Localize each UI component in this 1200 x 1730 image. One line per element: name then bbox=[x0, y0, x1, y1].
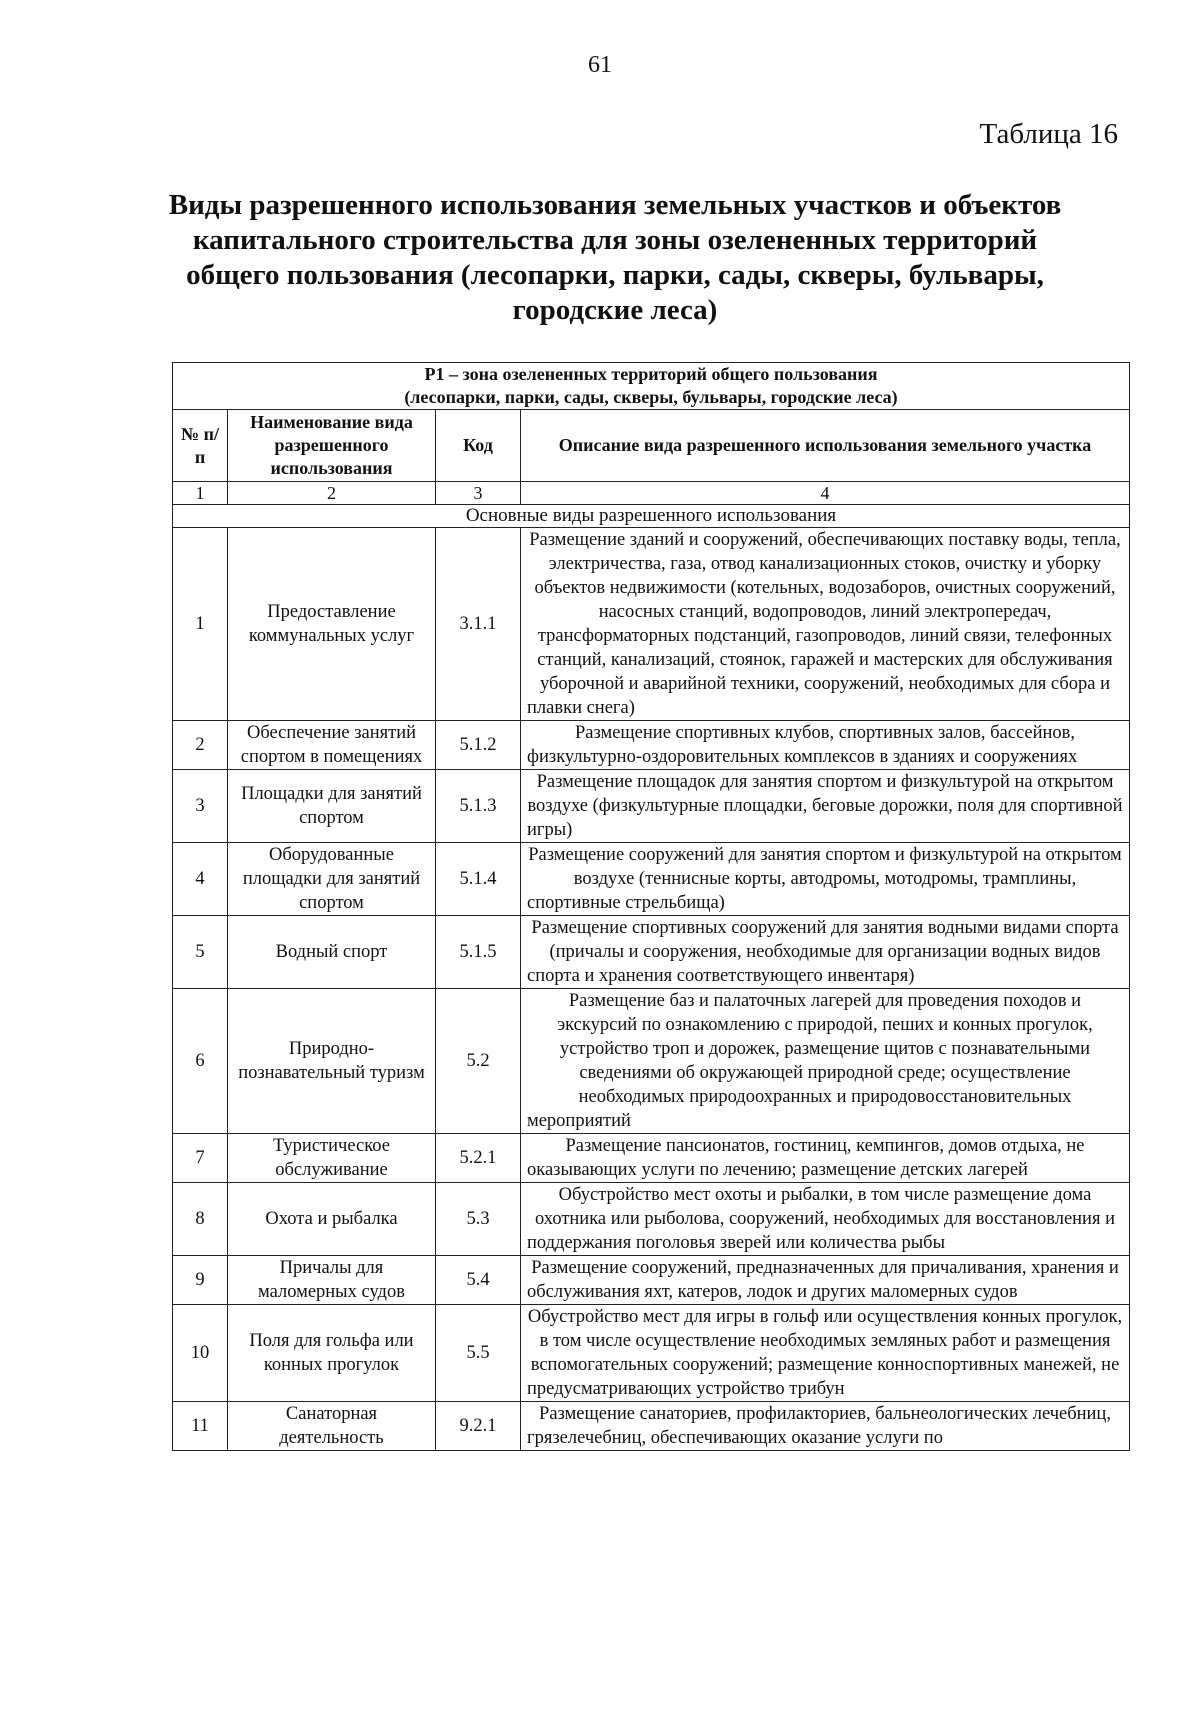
row-number: 4 bbox=[173, 843, 228, 916]
row-description: Размещение спортивных сооружений для занятия водными видами спорта (причалы и сооружения, необходимые для организации водных видов спорта и хранения соответствующего инвентаря) bbox=[521, 916, 1130, 989]
row-description: Размещение спортивных клубов, спортивных залов, бассейнов, физкультурно-оздоровительных комплексов в зданиях и сооружениях bbox=[521, 721, 1130, 770]
row-name: Охота и рыбалка bbox=[228, 1183, 436, 1256]
row-name: Природно-познавательный туризм bbox=[228, 989, 436, 1134]
table-label: Таблица 16 bbox=[979, 118, 1118, 150]
column-header-row bbox=[173, 410, 1130, 482]
row-code: 5.2.1 bbox=[436, 1134, 521, 1183]
document-title: Виды разрешенного использования земельных участков и объектов капитального строительства для зоны озелененных территорий общего пользования (лесопарки, парки, сады, скверы, бульвары, городские леса) bbox=[168, 189, 1062, 326]
row-name: Обеспечение занятий спортом в помещениях bbox=[228, 721, 436, 770]
row-code: 5.2 bbox=[436, 989, 521, 1134]
row-description: Обустройство мест охоты и рыбалки, в том числе размещение дома охотника или рыболова, сооружений, необходимых для восстановления и поддержания поголовья зверей или количества рыбы bbox=[521, 1183, 1130, 1256]
row-code: 9.2.1 bbox=[436, 1402, 521, 1451]
row-description: Обустройство мест для игры в гольф или осуществления конных прогулок, в том числе осуществление необходимых земляных работ и размещения вспомогательных сооружений; размещение конноспортивных манежей, не предусматривающих устройство трибун bbox=[521, 1305, 1130, 1402]
header-name: Наименование вида разрешенного использования bbox=[228, 410, 436, 482]
table-row bbox=[173, 916, 1130, 989]
page-number: 61 bbox=[588, 52, 612, 78]
row-description: Размещение зданий и сооружений, обеспечивающих поставку воды, тепла, электричества, газа, отвод канализационных стоков, очистку и уборку объектов недвижимости (котельных, водозаборов, очистных сооружений, насосных станций, водопроводов, линий электропередач, трансформаторных подстанций, газопроводов, линий связи, телефонных станций, канализаций, стоянок, гаражей и мастерских для обслуживания уборочной и аварийной техники, сооружений, необходимых для сбора и плавки снега) bbox=[521, 528, 1130, 721]
table-row bbox=[173, 1402, 1130, 1451]
row-number: 11 bbox=[173, 1402, 228, 1451]
row-code: 5.4 bbox=[436, 1256, 521, 1305]
row-name: Оборудованные площадки для занятий спортом bbox=[228, 843, 436, 916]
land-use-table bbox=[172, 362, 1130, 1451]
row-code: 5.1.2 bbox=[436, 721, 521, 770]
table-row bbox=[173, 989, 1130, 1134]
row-number: 3 bbox=[173, 770, 228, 843]
row-code: 3.1.1 bbox=[436, 528, 521, 721]
table-row bbox=[173, 721, 1130, 770]
table-row bbox=[173, 528, 1130, 721]
row-name: Причалы для маломерных судов bbox=[228, 1256, 436, 1305]
row-number: 1 bbox=[173, 528, 228, 721]
row-description: Размещение сооружений, предназначенных для причаливания, хранения и обслуживания яхт, катеров, лодок и других маломерных судов bbox=[521, 1256, 1130, 1305]
column-number: 2 bbox=[228, 482, 436, 505]
section-row bbox=[173, 505, 1130, 528]
row-name: Предоставление коммунальных услуг bbox=[228, 528, 436, 721]
row-code: 5.1.5 bbox=[436, 916, 521, 989]
row-name: Туристическое обслуживание bbox=[228, 1134, 436, 1183]
row-description: Размещение баз и палаточных лагерей для проведения походов и экскурсий по ознакомлению с природой, пеших и конных прогулок, устройство троп и дорожек, размещение щитов с познавательными сведениями об окружающей природной среде; осуществление необходимых природоохранных и природовосстановительных мероприятий bbox=[521, 989, 1130, 1134]
zone-header-row bbox=[173, 363, 1130, 410]
column-number: 1 bbox=[173, 482, 228, 505]
row-code: 5.3 bbox=[436, 1183, 521, 1256]
row-name: Площадки для занятий спортом bbox=[228, 770, 436, 843]
row-description: Размещение пансионатов, гостиниц, кемпингов, домов отдыха, не оказывающих услуги по лечению; размещение детских лагерей bbox=[521, 1134, 1130, 1183]
column-number: 4 bbox=[521, 482, 1130, 505]
row-description: Размещение санаториев, профилакториев, бальнеологических лечебниц, грязелечебниц, обеспечивающих оказание услуги по bbox=[521, 1402, 1130, 1451]
header-num: № п/п bbox=[173, 410, 228, 482]
zone-title: Р1 – зона озелененных территорий общего пользования bbox=[424, 364, 878, 384]
row-name: Водный спорт bbox=[228, 916, 436, 989]
row-code: 5.5 bbox=[436, 1305, 521, 1402]
header-description: Описание вида разрешенного использования земельного участка bbox=[521, 410, 1130, 482]
row-number: 10 bbox=[173, 1305, 228, 1402]
row-code: 5.1.4 bbox=[436, 843, 521, 916]
row-name: Поля для гольфа или конных прогулок bbox=[228, 1305, 436, 1402]
column-number: 3 bbox=[436, 482, 521, 505]
column-number-row bbox=[173, 482, 1130, 505]
zone-header bbox=[173, 363, 1130, 410]
row-number: 6 bbox=[173, 989, 228, 1134]
row-number: 5 bbox=[173, 916, 228, 989]
row-description: Размещение сооружений для занятия спортом и физкультурой на открытом воздухе (теннисные корты, автодромы, мотодромы, трамплины, спортивные стрельбища) bbox=[521, 843, 1130, 916]
row-description: Размещение площадок для занятия спортом и физкультурой на открытом воздухе (физкультурные площадки, беговые дорожки, поля для спортивной игры) bbox=[521, 770, 1130, 843]
row-code: 5.1.3 bbox=[436, 770, 521, 843]
row-number: 2 bbox=[173, 721, 228, 770]
table-row bbox=[173, 770, 1130, 843]
row-number: 8 bbox=[173, 1183, 228, 1256]
table-row bbox=[173, 1256, 1130, 1305]
table-row bbox=[173, 1183, 1130, 1256]
section-title: Основные виды разрешенного использования bbox=[173, 505, 1130, 528]
table-body bbox=[173, 528, 1130, 1451]
row-number: 9 bbox=[173, 1256, 228, 1305]
row-name: Санаторная деятельность bbox=[228, 1402, 436, 1451]
table-row bbox=[173, 1305, 1130, 1402]
table-row bbox=[173, 1134, 1130, 1183]
row-number: 7 bbox=[173, 1134, 228, 1183]
table-row bbox=[173, 843, 1130, 916]
zone-subtitle: (лесопарки, парки, сады, скверы, бульвары, городские леса) bbox=[404, 387, 898, 407]
header-code: Код bbox=[436, 410, 521, 482]
